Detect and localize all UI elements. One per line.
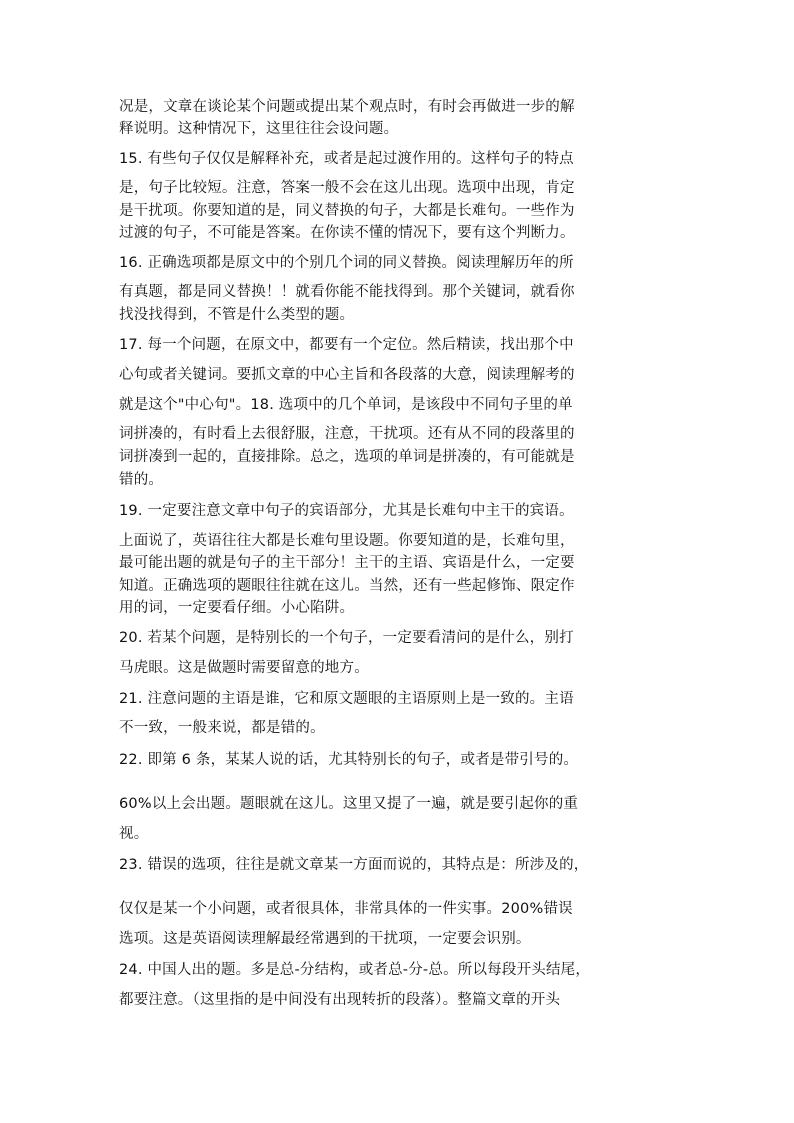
text-line: 24. 中国人出的题。多是总-分结构，或者总-分-总。所以每段开头结尾， (119, 962, 591, 978)
text-line: 19. 一定要注意文章中句子的宾语部分，尤其是长难句中主干的宾语。 (119, 503, 574, 519)
text-line: 找没找得到，不管是什么类型的题。 (119, 307, 355, 323)
text-line: 知道。正确选项的题眼往往就在这儿。当然，还有一些起修饰、限定作 (119, 578, 575, 594)
text-line: 心句或者关键词。要抓文章的中心主旨和各段落的大意，阅读理解考的 (119, 367, 575, 383)
text-line: 最可能出题的就是句子的主干部分！主干的主语、宾语是什么，一定要 (119, 555, 575, 571)
text-line: 错的。 (119, 472, 164, 488)
text-line: 过渡的句子，不可能是答案。在你读不懂的情况下，要有这个判断力。 (119, 225, 575, 241)
text-line: 词拼凑的，有时看上去很舒服，注意，干扰项。还有从不同的段落里的 (119, 426, 575, 442)
text-line: 是，句子比较短。注意，答案一般不会在这儿出现。选项中出现，肯定 (119, 180, 575, 196)
text-line: 23. 错误的选项，往往是就文章某一方面而说的，其特点是：所涉及的， (119, 857, 589, 873)
text-line: 是干扰项。你要知道的是，同义替换的句子，大都是长难句。一些作为 (119, 203, 575, 219)
text-line: 16. 正确选项都是原文中的个别几个词的同义替换。阅读理解历年的所 (119, 255, 574, 271)
text-line: 都要注意。（这里指的是中间没有出现转折的段落）。整篇文章的开头 (119, 992, 561, 1008)
text-line: 15. 有些句子仅仅是解释补充，或者是起过渡作用的。这样句子的特点 (119, 151, 574, 167)
text-line: 不一致，一般来说，都是错的。 (119, 720, 325, 736)
text-line: 况是，文章在谈论某个问题或提出某个观点时，有时会再做进一步的解 (119, 99, 575, 115)
text-line: 22. 即第 6 条，某某人说的话，尤其特别长的句子，或者是带引号的。 (119, 752, 579, 768)
text-line: 21. 注意问题的主语是谁，它和原文题眼的主语原则上是一致的。主语 (119, 691, 574, 707)
text-line: 仅仅是某一个小问题，或者很具体，非常具体的一件实事。200%错误 (119, 901, 573, 917)
text-line: 释说明。这种情况下，这里往往会设问题。 (119, 121, 399, 137)
text-line: 20. 若某个问题，是特别长的一个句子，一定要看清问的是什么，别打 (119, 630, 574, 646)
text-line: 60%以上会出题。题眼就在这儿。这里又提了一遍，就是要引起你的重 (119, 796, 579, 812)
text-line: 马虎眼。这是做题时需要留意的地方。 (119, 660, 369, 676)
text-line: 就是这个"中心句"。18. 选项中的几个单词，是该段中不同句子里的单 (119, 397, 573, 413)
text-line: 词拼凑到一起的，直接排除。总之，选项的单词是拼凑的，有可能就是 (119, 449, 575, 465)
text-line: 有真题，都是同义替换！！就看你能不能找得到。那个关键词，就看你 (119, 284, 575, 300)
text-line: 选项。这是英语阅读理解最经常遇到的干扰项，一定要会识别。 (119, 931, 531, 947)
text-line: 用的词，一定要看仔细。小心陷阱。 (119, 600, 355, 616)
text-line: 上面说了，英语往往大都是长难句里设题。你要知道的是，长难句里， (119, 533, 575, 549)
text-line: 17. 每一个问题，在原文中，都要有一个定位。然后精读，找出那个中 (119, 337, 574, 353)
text-line: 视。 (119, 826, 149, 842)
